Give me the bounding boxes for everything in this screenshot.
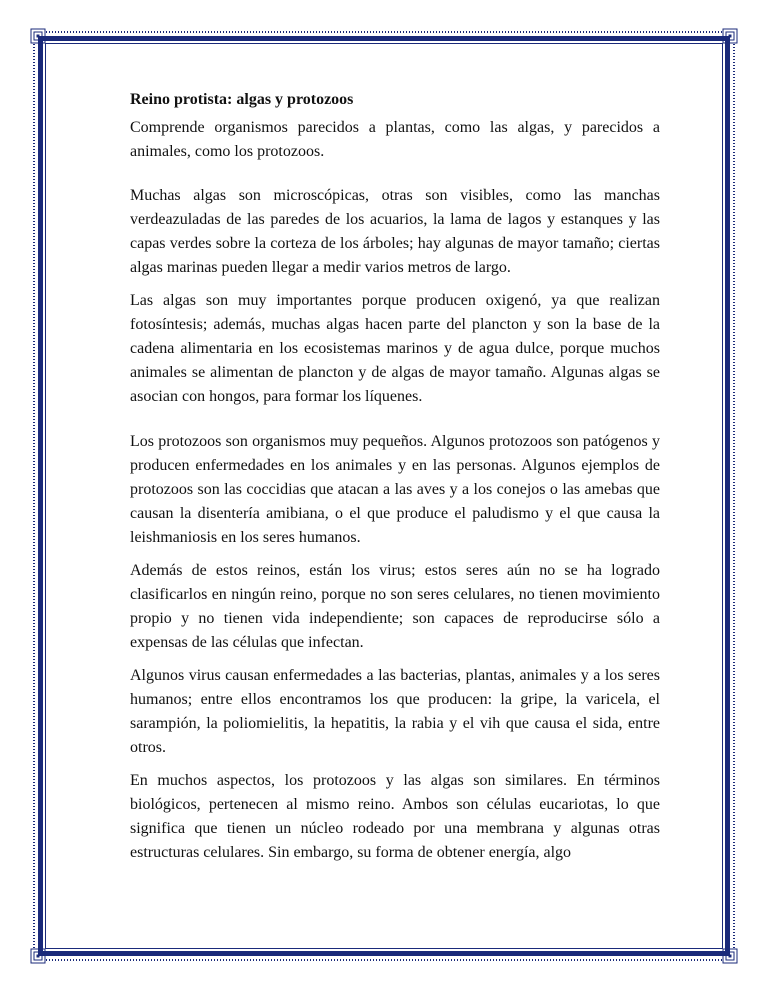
page-border-dots-right xyxy=(733,44,735,948)
corner-ornament-icon xyxy=(722,948,738,964)
paragraph-intro: Comprende organismos parecidos a plantas, como las algas, y parecidos a animales, como los protozoos. xyxy=(130,119,660,160)
paragraph-similitudes: En muchos aspectos, los protozoos y las algas son similares. En términos biológicos, pertenecen al mismo reino. Ambos son células eucariotas, lo que significa que tienen un núcleo rodeado por una membrana y algunas otras estructuras celulares. Sin embargo, su forma de obtener energía, algo xyxy=(130,772,660,861)
page-border-dots-left xyxy=(33,44,35,948)
corner-ornament-icon xyxy=(30,28,46,44)
document-body xyxy=(130,88,660,874)
corner-ornament-icon xyxy=(722,28,738,44)
page-border-dots-bottom xyxy=(46,959,722,961)
paragraph-virus: Además de estos reinos, están los virus; estos seres aún no se ha logrado clasificarlos en ningún reino, porque no son seres celulares, no tienen movimiento propio y no tienen vida independiente; son capaces de reproducirse sólo a expensas de las células que infectan. xyxy=(130,562,660,651)
paragraph-algas-importancia: Las algas son muy importantes porque producen oxigenó, ya que realizan fotosíntesis; además, muchas algas hacen parte del plancton y son la base de la cadena alimentaria en los ecosistemas marinos y de agua dulce, porque muchos animales se alimentan de plancton y de algas de mayor tamaño. Algunas algas se asocian con hongos, para formar los líquenes. xyxy=(130,292,660,405)
paragraph-algas-visibles: Muchas algas son microscópicas, otras son visibles, como las manchas verdeazuladas de las paredes de los acuarios, la lama de lagos y estanques y las capas verdes sobre la corteza de los árboles; hay algunas de mayor tamaño; ciertas algas marinas pueden llegar a medir varios metros de largo. xyxy=(130,187,660,276)
paragraph-virus-enfermedades: Algunos virus causan enfermedades a las bacterias, plantas, animales y a los seres humanos; entre ellos encontramos los que producen: la gripe, la varicela, el sarampión, la poliomielitis, la hepatitis, la rabia y el vih que causa el sida, entre otros. xyxy=(130,667,660,756)
paragraph-protozoos: Los protozoos son organismos muy pequeños. Algunos protozoos son patógenos y producen enfermedades en los animales y en las personas. Algunos ejemplos de protozoos son las coccidias que atacan a las aves y a los conejos o las amebas que causan la disentería amibiana, o el que produce el paludismo y el que causa la leishmaniosis en los seres humanos. xyxy=(130,433,660,546)
corner-ornament-icon xyxy=(30,948,46,964)
page-border-dots-top xyxy=(46,31,722,33)
document-title: Reino protista: algas y protozoos xyxy=(130,91,354,108)
